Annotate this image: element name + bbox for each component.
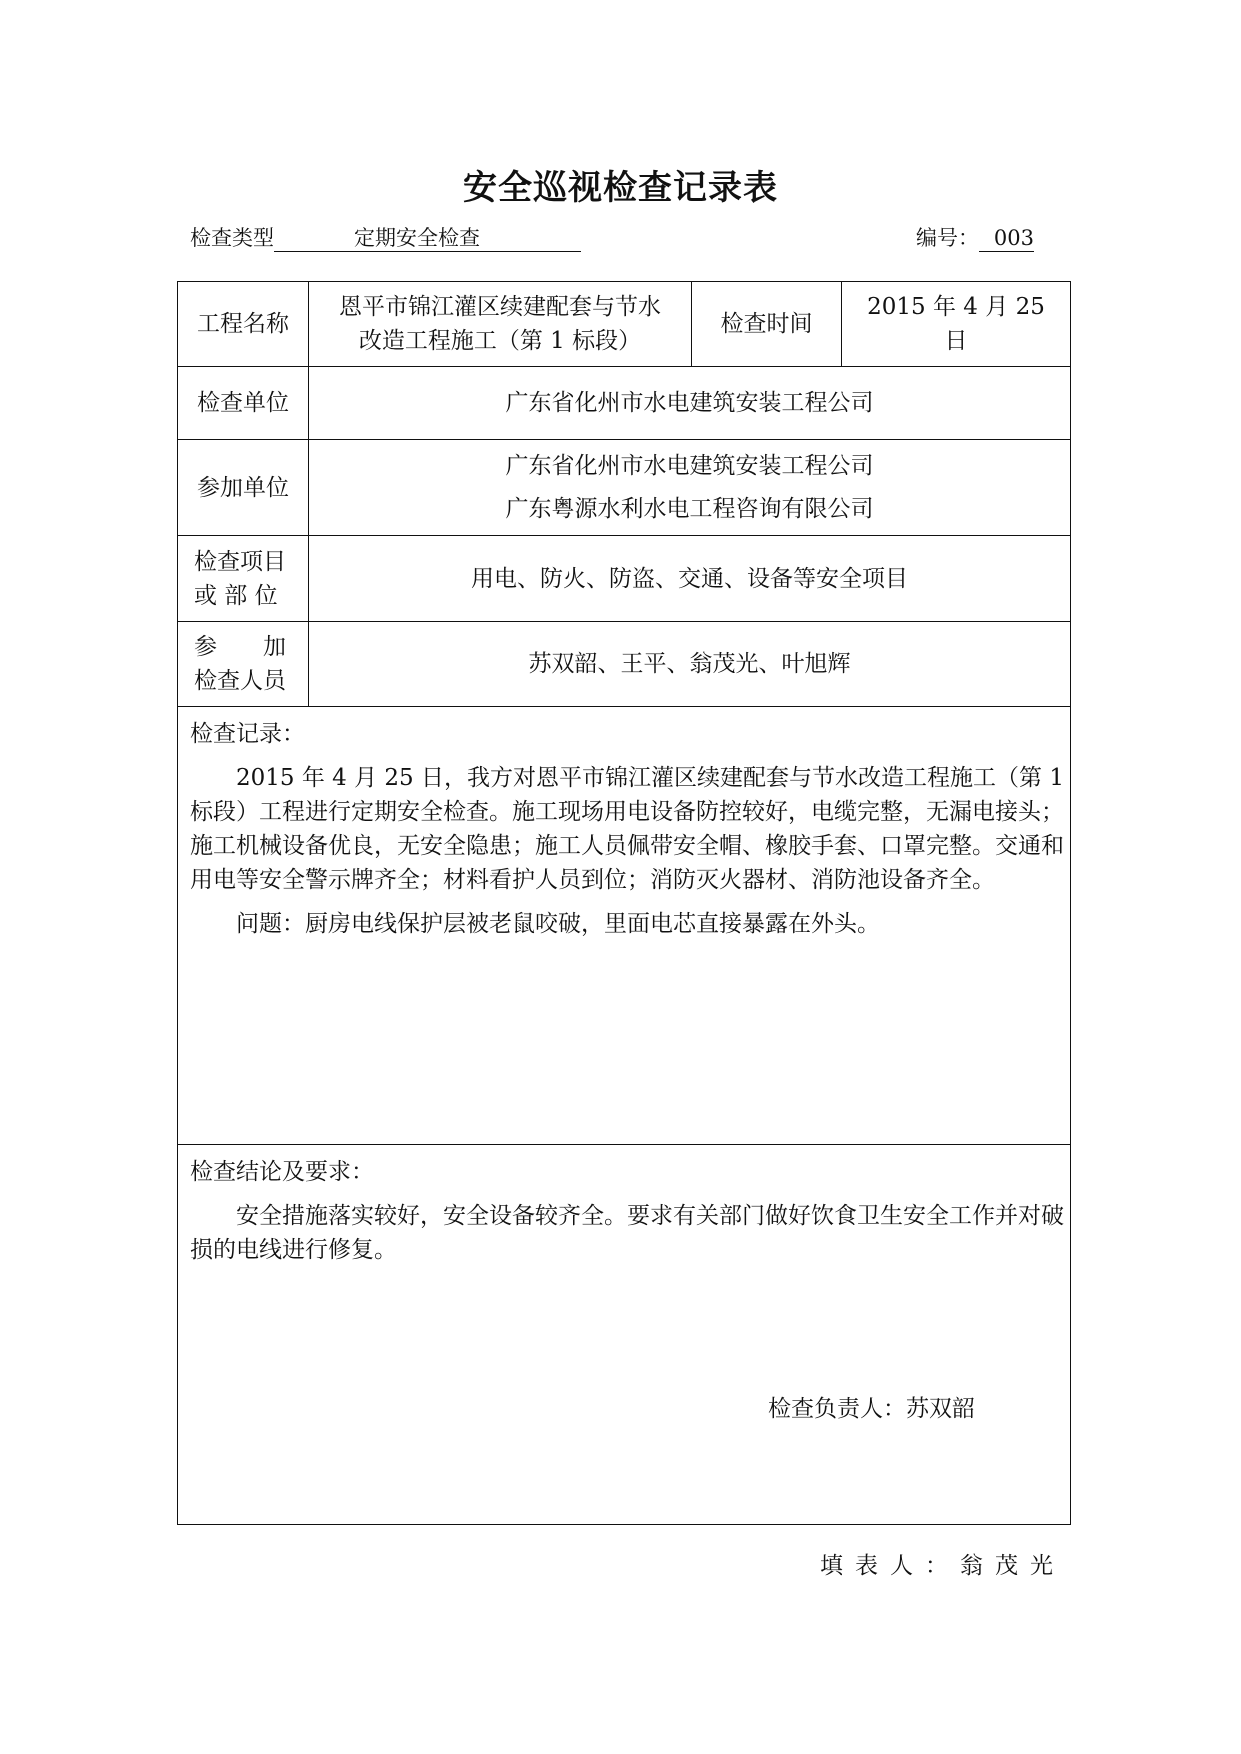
inspection-record-heading: 检查记录： xyxy=(190,721,305,747)
form-filler: 填表人：翁茂光 xyxy=(820,1553,1065,1579)
page-title: 安全巡视检查记录表 xyxy=(463,168,778,208)
responsible-person: 检查负责人：苏双韶 xyxy=(768,1396,975,1422)
inspection-record-issue: 问题：厨房电线保护层被老鼠咬破，里面电芯直接暴露在外头。 xyxy=(236,911,880,937)
project-name-label: 工程名称 xyxy=(178,282,309,366)
conclusion-section xyxy=(178,1145,1070,1523)
participating-units-label: 参加单位 xyxy=(178,440,309,535)
project-name-line2: 改造工程施工（第 1 标段） xyxy=(358,328,642,354)
inspection-time-value xyxy=(842,282,1070,366)
inspection-form xyxy=(177,281,1071,1525)
inspection-type-label: 检查类型 xyxy=(190,226,274,250)
inspectors-label-line1: 参 加 xyxy=(194,634,286,660)
inspectors-row xyxy=(178,622,1070,707)
inspection-items-row xyxy=(178,536,1070,622)
unit-row xyxy=(178,367,1070,440)
inspection-unit-label: 检查单位 xyxy=(178,367,309,439)
inspectors-label-line2: 检查人员 xyxy=(194,668,286,694)
inspection-type-value: 定期安全检查 xyxy=(274,225,581,252)
project-name-line1: 恩平市锦江灌区续建配套与节水 xyxy=(339,294,661,320)
conclusion-heading: 检查结论及要求： xyxy=(190,1159,374,1185)
conclusion-text: 安全措施落实较好，安全设备较齐全。要求有关部门做好饮食卫生安全工作并对破损的电线进行修复。 xyxy=(190,1203,1064,1263)
participating-unit-1: 广东省化州市水电建筑安装工程公司 xyxy=(505,452,874,479)
inspection-record-text: 2015 年 4 月 25 日，我方对恩平市锦江灌区续建配套与节水改造工程施工（第 1 标段）工程进行定期安全检查。施工现场用电设备防控较好，电缆完整，无漏电接头；施工机械设备优良，无安全隐患；施工人员佩带安全帽、橡胶手套、口罩完整。交通和用电等安全警示牌齐全；材料看护人员到位；消防灭火器材、消防池设备齐全。 xyxy=(190,765,1064,893)
inspection-items-label xyxy=(178,536,309,621)
project-name-value xyxy=(309,282,692,366)
record-number-label: 编号： xyxy=(916,226,979,250)
participating-units-value xyxy=(309,440,1070,535)
participating-unit-2: 广东粤源水利水电工程咨询有限公司 xyxy=(505,495,874,522)
inspectors-value: 苏双韶、王平、翁茂光、叶旭辉 xyxy=(528,651,851,677)
inspection-unit-value: 广东省化州市水电建筑安装工程公司 xyxy=(505,390,874,416)
inspection-type xyxy=(190,222,581,252)
inspection-items-label-line1: 检查项目 xyxy=(194,548,286,575)
inspection-time-label: 检查时间 xyxy=(692,282,842,366)
inspection-time-line2: 日 xyxy=(944,328,968,354)
record-number xyxy=(916,222,1034,252)
participating-units-row xyxy=(178,440,1070,536)
inspectors-label xyxy=(178,622,309,706)
inspection-time-line1: 2015 年 4 月 25 xyxy=(867,294,1045,320)
inspection-record-section xyxy=(178,707,1070,1145)
project-row xyxy=(178,282,1070,367)
inspection-items-label-line2: 或 部 位 xyxy=(194,582,278,609)
record-number-value: 003 xyxy=(979,225,1034,252)
inspection-items-value: 用电、防火、防盗、交通、设备等安全项目 xyxy=(471,565,908,592)
